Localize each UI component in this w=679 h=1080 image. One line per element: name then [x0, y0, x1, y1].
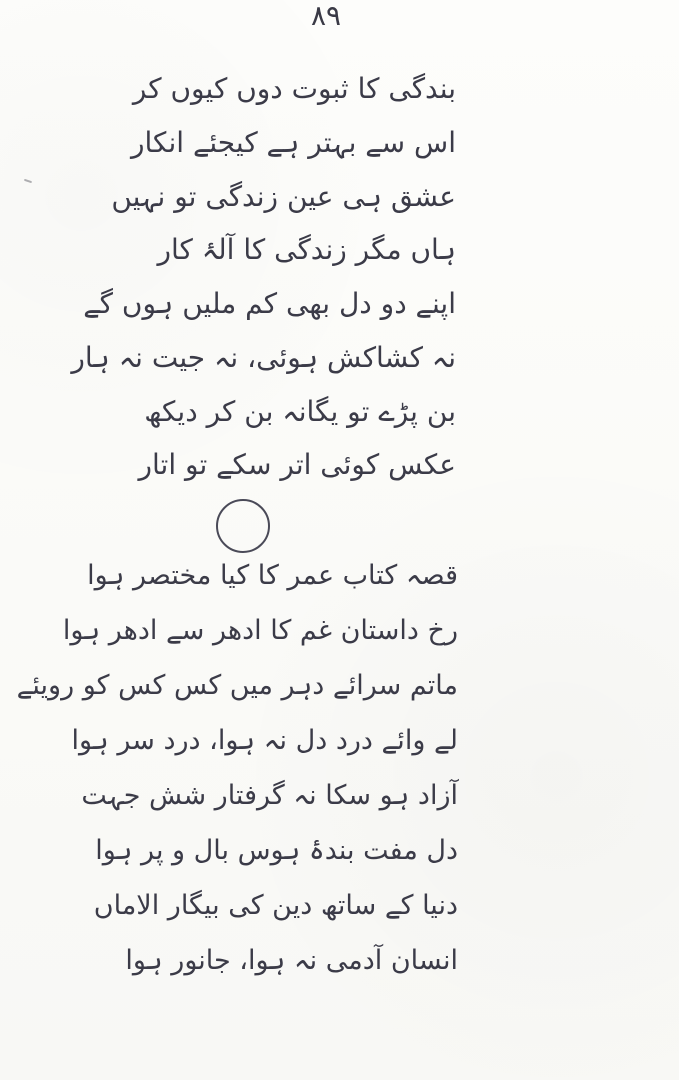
verse-line-6: نہ کشاکش ہوئی، نہ جیت نہ ہار: [71, 340, 456, 374]
poem-stanza-2: [16, 548, 458, 988]
verse-line-7: بن پڑے تو یگانہ بن کر دیکھ: [144, 394, 456, 428]
verse-line-16: انسان آدمی نہ ہوا، جانور ہوا: [125, 945, 458, 976]
verse-line-11: ماتم سرائے دہر میں کس کس کو رویئے: [16, 670, 458, 701]
verse-line-12: لے وائے درد دل نہ ہوا، درد سر ہوا: [71, 725, 458, 756]
poem-stanza-1: [71, 62, 456, 492]
verse-line-8: عکس کوئی اتر سکے تو اتار: [138, 448, 456, 482]
verse-line-2: اس سے بہتر ہے کیجئے انکار: [130, 125, 456, 159]
verse-line-9: قصہ کتاب عمر کا کیا مختصر ہوا: [87, 560, 458, 591]
paper-speck: [24, 179, 32, 183]
verse-line-5: اپنے دو دل بھی کم ملیں ہوں گے: [83, 287, 456, 320]
verse-line-4: ہاں مگر زندگی کا آلۂ کار: [157, 233, 456, 267]
verse-line-3: عشق ہی عین زندگی تو نہیں: [111, 179, 456, 213]
verse-line-10: رخ داستان غم کا ادھر سے ادھر ہوا: [62, 615, 458, 646]
verse-line-13: آزاد ہو سکا نہ گرفتار شش جہت: [81, 780, 458, 811]
page-number: ٨٩: [310, 0, 342, 32]
verse-line-15: دنیا کے ساتھ دین کی بیگار الاماں: [93, 890, 458, 921]
verse-line-1: بندگی کا ثبوت دوں کیوں کر: [132, 72, 456, 105]
verse-line-14: دل مفت بندۂ ہوس بال و پر ہوا: [95, 835, 458, 866]
section-divider-circle: [216, 499, 270, 553]
